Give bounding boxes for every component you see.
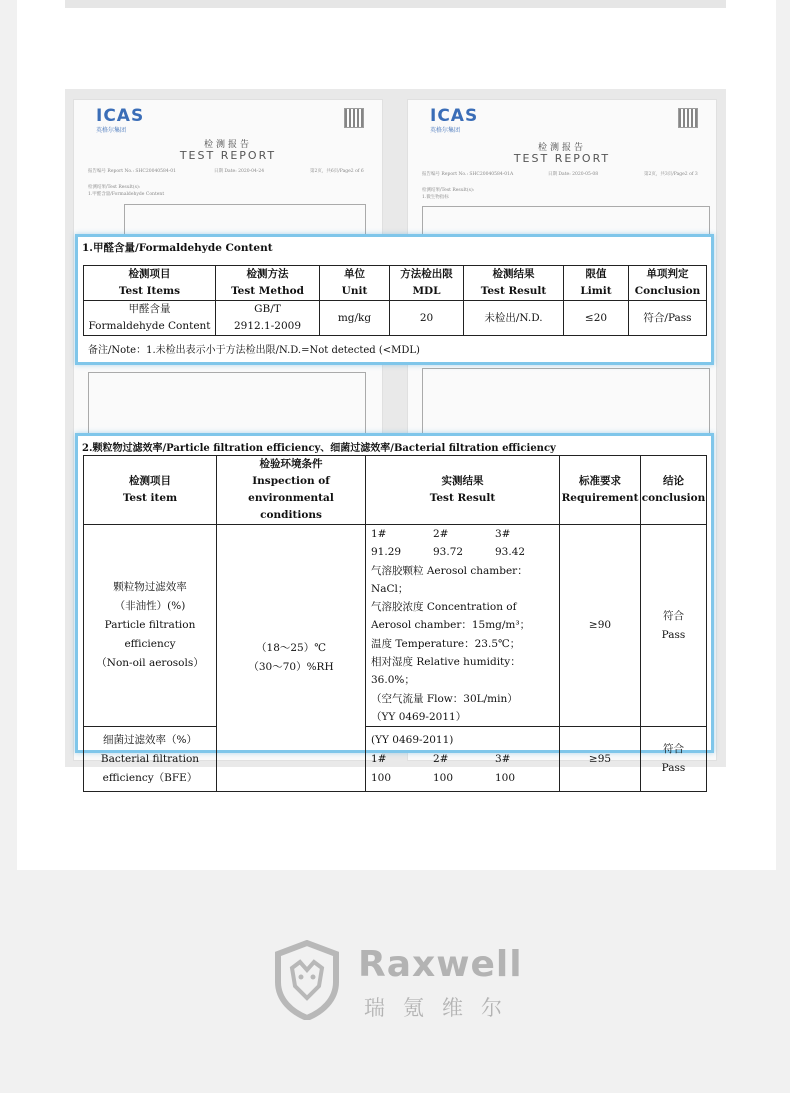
cell-pfe-requirement: ≥90	[560, 525, 641, 727]
cell-bfe-item: 细菌过滤效率（%） Bacterial filtration efficiency（BFE）	[84, 727, 217, 792]
results-heading: 检测结果/Test Result(s):	[422, 188, 475, 193]
table-row	[84, 525, 707, 727]
header-test-items: 检测项目 Test Items	[84, 266, 216, 301]
cell-environment: （18～25）℃ （30～70）%RH	[217, 525, 366, 792]
report-title-en: TEST REPORT	[513, 152, 611, 165]
cell-bfe-requirement: ≥95	[560, 727, 641, 792]
table-row	[84, 301, 707, 336]
mini-table	[422, 368, 710, 440]
section-heading: 1.微生物指标	[422, 195, 449, 200]
cell-limit: ≤20	[564, 301, 629, 336]
icas-logo: ICAS	[96, 106, 145, 126]
raxwell-shield-logo-icon	[272, 940, 342, 1020]
cell-item: 甲醛含量 Formaldehyde Content	[84, 301, 216, 336]
mini-table	[124, 204, 366, 238]
header-test-item: 检测项目 Test item	[84, 456, 217, 525]
header-test-result: 检测结果 Test Result	[464, 266, 564, 301]
formaldehyde-note: 备注/Note：1.未检出表示小于方法检出限/N.D.=Not detected (<MDL)	[88, 345, 420, 356]
formaldehyde-table	[83, 265, 707, 336]
table-row	[84, 727, 707, 792]
bfe-sample-values: 100 100 100	[371, 771, 516, 784]
pfe-sample-values: 91.29 93.72 93.42	[371, 546, 526, 559]
report-title-en: TEST REPORT	[179, 149, 277, 162]
results-heading: 检测结果/Test Result(s):	[88, 185, 141, 190]
filtration-title: 2.颗粒物过滤效率/Particle filtration efficiency、细菌过滤效率/Bacterial filtration efficiency	[82, 443, 556, 454]
report-title-cn: 检测报告	[203, 140, 252, 150]
formaldehyde-title: 1.甲醛含量/Formaldehyde Content	[82, 242, 273, 254]
icas-logo-subtitle: 英格尔集团	[430, 127, 461, 134]
cell-bfe-result: (YY 0469-2011) 1# 2# 3# 100 100 100	[366, 727, 560, 792]
formaldehyde-panel	[75, 234, 714, 365]
table-header-row	[84, 266, 707, 301]
report-date: 日期 Date: 2020-05-08	[548, 172, 599, 177]
section-heading: 1.甲醛含量/Formaldehyde Content	[88, 192, 165, 197]
filtration-panel	[75, 433, 714, 784]
report-page-number: 第2页，共3页/Page2 of 3	[644, 172, 698, 177]
header-mdl: 方法检出限 MDL	[390, 266, 464, 301]
brand-name-cn: 瑞氪维尔	[364, 996, 520, 1020]
pfe-sample-labels: 1# 2# 3#	[371, 528, 511, 540]
header-limit: 限值 Limit	[564, 266, 629, 301]
header-test-method: 检测方法 Test Method	[216, 266, 320, 301]
icas-logo-subtitle: 英格尔集团	[96, 127, 127, 134]
report-number: 报告编号 Report No.: SHC20040584-01A	[422, 172, 514, 177]
header-conclusion: 结论 conclusion	[641, 456, 707, 525]
report-number: 报告编号 Report No.: SHC20040584-01	[88, 169, 177, 174]
bfe-sample-labels: 1# 2# 3#	[371, 752, 511, 765]
qr-code-icon	[344, 108, 364, 128]
header-unit: 单位 Unit	[320, 266, 390, 301]
cell-bfe-conclusion: 符合 Pass	[641, 727, 707, 792]
qr-code-icon	[678, 108, 698, 128]
cell-method: GB/T 2912.1-2009	[216, 301, 320, 336]
cell-unit: mg/kg	[320, 301, 390, 336]
header-environment: 检验环境条件 Inspection of environmental conditions	[217, 456, 366, 525]
cell-pfe-conclusion: 符合 Pass	[641, 525, 707, 727]
report-date: 日期 Date: 2020-04-24	[214, 169, 265, 174]
cell-conclusion: 符合/Pass	[629, 301, 707, 336]
cell-mdl: 20	[390, 301, 464, 336]
report-page-number: 第2页，共6页/Page2 of 6	[310, 169, 364, 174]
header-conclusion: 单项判定 Conclusion	[629, 266, 707, 301]
brand-name: Raxwell	[358, 944, 523, 985]
filtration-table	[83, 455, 707, 792]
cell-pfe-item: 颗粒物过滤效率 （非油性）(%) Particle filtration efficiency （Non-oil aerosols）	[84, 525, 217, 727]
icas-logo: ICAS	[430, 106, 479, 126]
report-title-cn: 检测报告	[537, 143, 586, 153]
cell-pfe-result: 1# 2# 3# 91.29 93.72 93.42 气溶胶颗粒 Aerosol chamber：NaCl； 气溶胶浓度 Concentration of Aerosol chamber：15mg/m³； 温度 Temperature：23.5℃； 相对湿度 Relative humidity：36.0%； （空气流量 Flow：30L/min） （YY 0469-2011）	[366, 525, 560, 727]
previous-image-edge	[65, 0, 726, 8]
table-header-row	[84, 456, 707, 525]
header-test-result: 实测结果 Test Result	[366, 456, 560, 525]
cell-result: 未检出/N.D.	[464, 301, 564, 336]
header-requirement: 标准要求 Requirement	[560, 456, 641, 525]
